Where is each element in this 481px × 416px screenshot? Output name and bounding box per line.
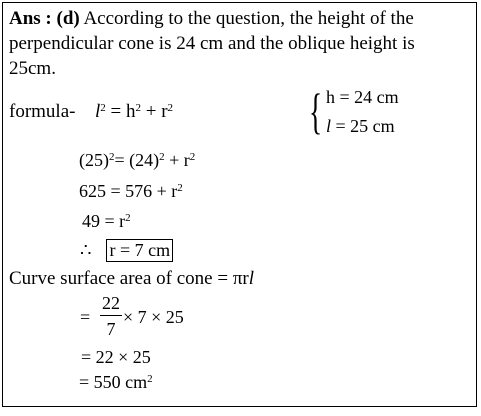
answer-line-2: perpendicular cone is 24 cm and the oblique height is: [9, 33, 415, 54]
result-box: r = 7 cm: [106, 239, 173, 262]
step-1: [79, 151, 195, 169]
step-3: [82, 212, 131, 230]
step-1-part-c: + r: [164, 150, 190, 170]
formula-line: [9, 102, 173, 121]
step-2: [79, 182, 183, 200]
answer-box: [2, 2, 477, 407]
step-1-sup-b: 2: [159, 150, 165, 163]
fraction: [100, 293, 122, 340]
therefore-symbol: ∴: [80, 240, 92, 260]
formula-plus-r: + r: [140, 101, 168, 122]
step-1-part-a: (25): [79, 150, 109, 170]
given-brace: {: [309, 83, 323, 139]
formula-label: formula-: [9, 101, 76, 122]
given-h: h = 24 cm: [326, 87, 399, 107]
result-line: [80, 241, 173, 259]
calc-tail-1: × 7 × 25: [123, 307, 184, 327]
step-1-sup-c: 2: [189, 150, 196, 163]
calc-line-3: [79, 373, 153, 391]
formula-eq: = h: [105, 101, 136, 122]
calc-line-2: = 22 × 25: [81, 347, 151, 367]
answer-line-1-text: According to the question, the height of the: [83, 8, 414, 29]
formula-h-sup: 2: [135, 101, 141, 114]
surface-text: Curve surface area of cone: [9, 268, 213, 289]
step-3-text: 49 = r: [82, 211, 126, 231]
fraction-bar: [100, 315, 122, 316]
step-2-sup: 2: [177, 181, 183, 194]
calc-line-3-text: = 550 cm: [79, 372, 148, 392]
answer-prefix: Ans : (d): [9, 8, 80, 29]
formula-r-sup: 2: [167, 101, 174, 114]
fraction-numerator: 22: [102, 293, 120, 313]
step-1-sup-a: 2: [109, 150, 115, 163]
step-3-sup: 2: [125, 211, 131, 224]
calc-line-3-sup: 2: [147, 372, 153, 385]
answer-line-1: [9, 9, 414, 28]
fraction-denominator: 7: [106, 319, 116, 339]
step-2-text: 625 = 576 + r: [79, 181, 178, 201]
surface-eq: = πr: [212, 268, 249, 289]
answer-line-3: 25cm.: [9, 58, 56, 79]
given-l: [326, 117, 395, 135]
step-1-part-b: = (24): [114, 150, 160, 170]
calc-eq-1: =: [80, 307, 91, 327]
given-l-var: l: [326, 116, 332, 136]
given-l-val: = 25 cm: [331, 116, 395, 136]
formula-l-sup: 2: [100, 101, 106, 114]
surface-l: l: [248, 268, 255, 289]
surface-line: [9, 269, 254, 288]
formula-l: l: [94, 101, 101, 122]
